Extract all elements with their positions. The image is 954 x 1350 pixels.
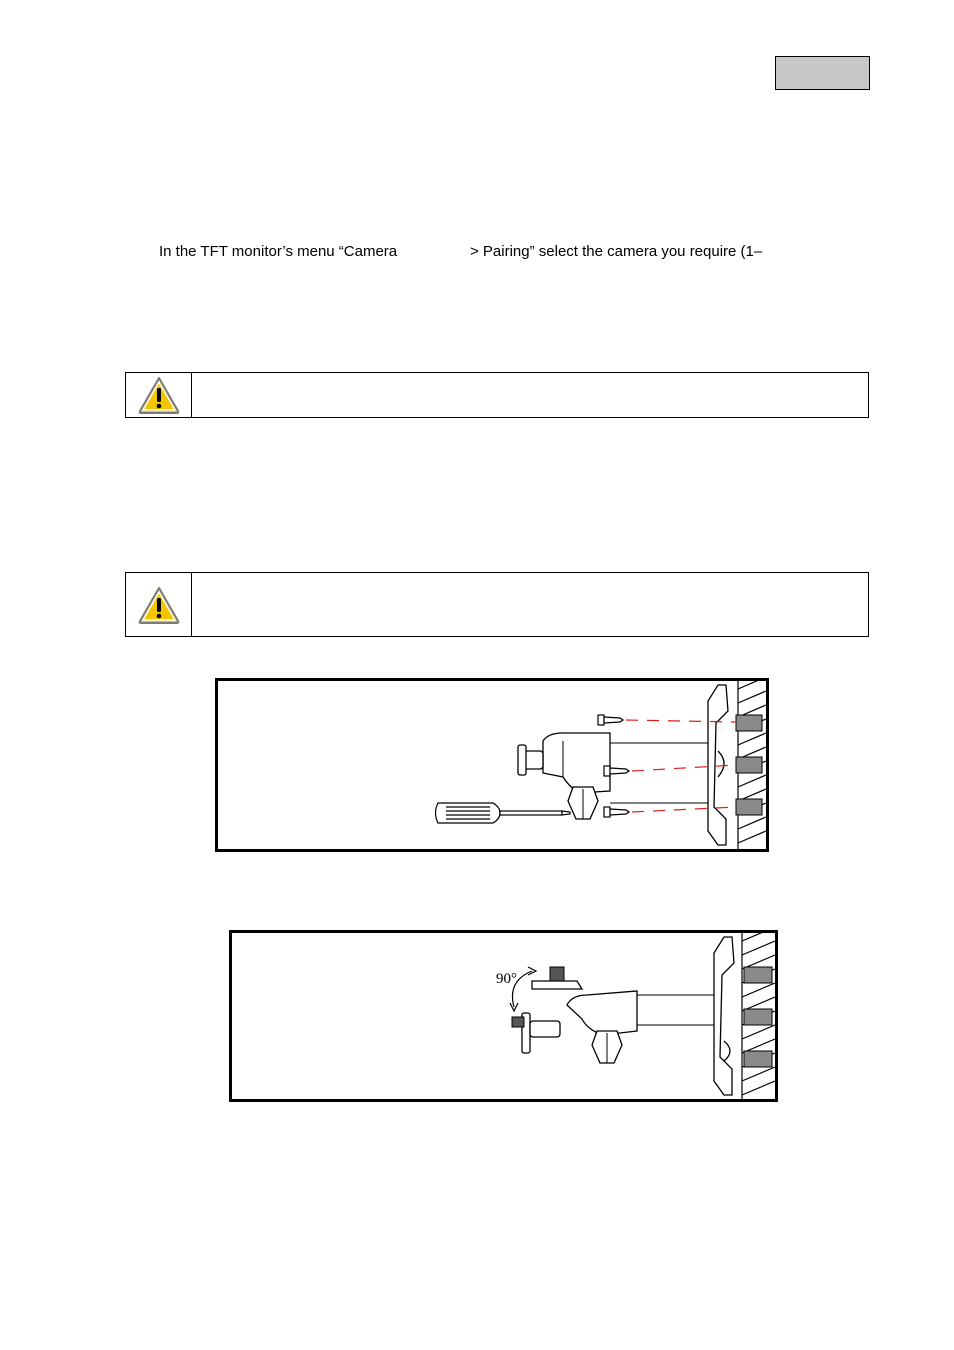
warning-note-2 [125,572,869,637]
instruction-text-part1: In the TFT monitor’s menu “Camera [159,243,398,260]
mounting-figure-1 [215,678,769,852]
mounting-figure-2 [229,930,778,1102]
instruction-text-part2: > Pairing” select the camera you require (1– [470,243,763,260]
bracket-angle-illustration [232,933,775,1099]
warning-note-1 [125,372,869,418]
screwdriver-icon [436,803,571,823]
warning-triangle-icon [137,375,181,415]
warning-triangle-icon [137,585,181,625]
bracket-screw-illustration [218,681,766,849]
language-tab [775,56,870,90]
angle-label: 90° [496,971,517,987]
